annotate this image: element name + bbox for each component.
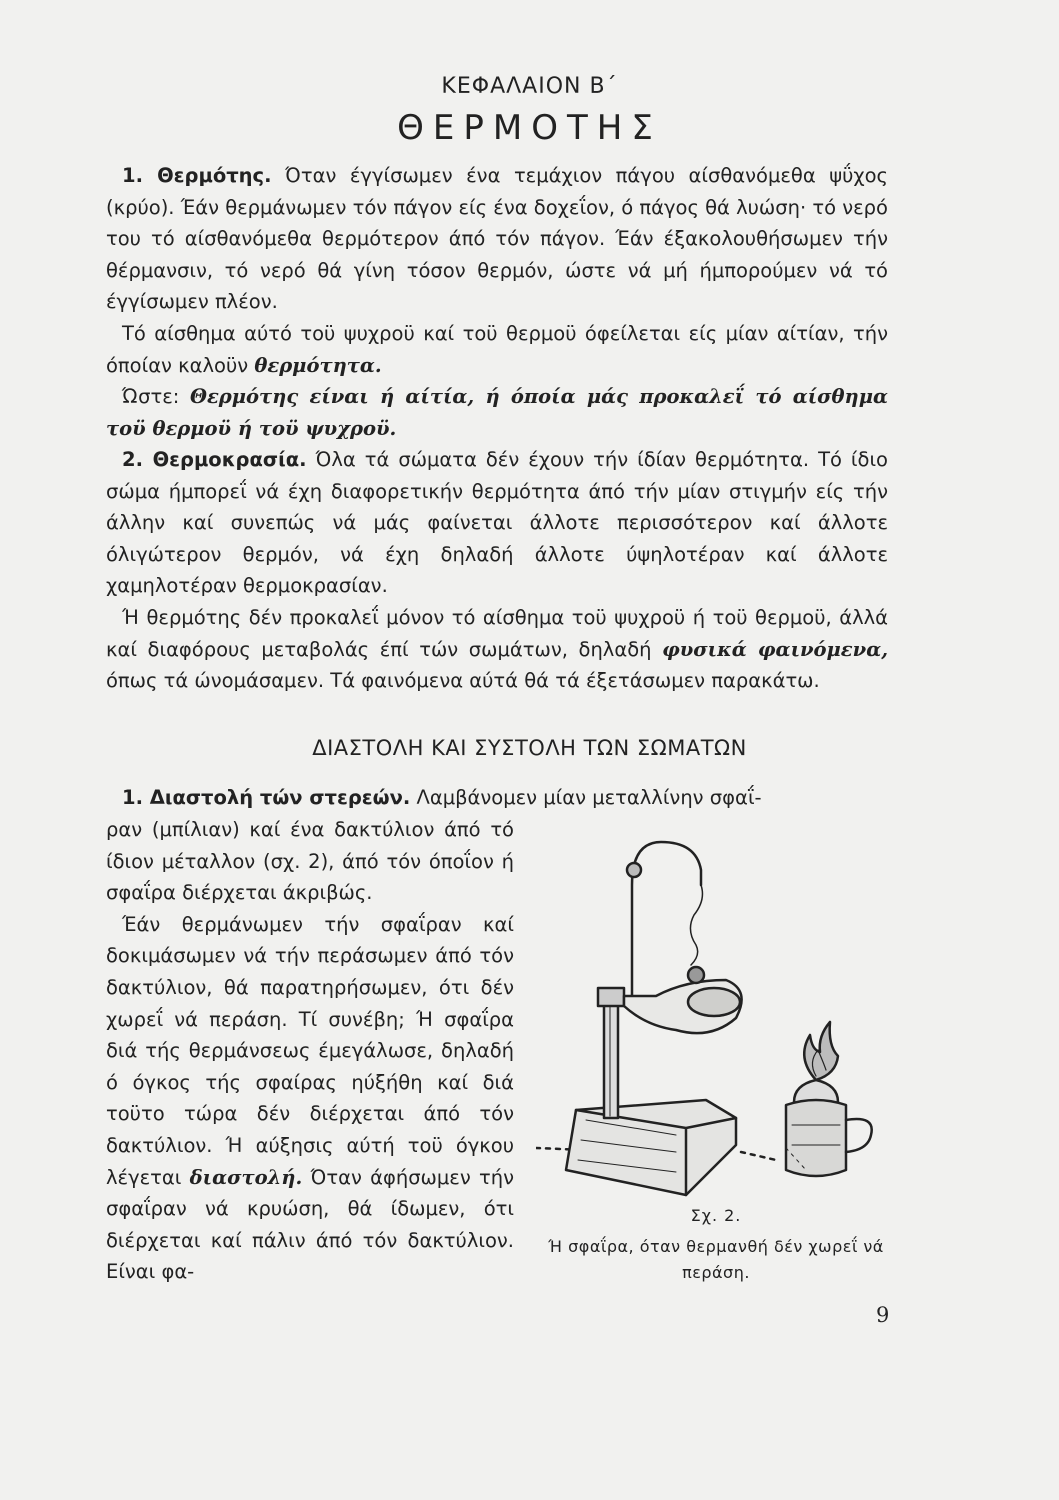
section-expansion-intro [106, 782, 888, 814]
section-temperature [106, 444, 888, 697]
definition-text: Θερμότης είναι ή αίτία, ή όποία μάς προκαλεΐ τό αίσθημα τοϋ θερμοϋ ή τοϋ ψυχροϋ. [106, 385, 888, 440]
chapter-heading: ΚΕΦΑΛΑΙΟΝ Β΄ [441, 74, 618, 99]
figure-caption: Ή σφαΐρα, όταν θερμανθή δέν χωρεΐ νά περάση. [548, 1237, 884, 1282]
term-emphasis: θερμότητα. [254, 353, 382, 377]
paragraph [106, 909, 514, 1288]
term-emphasis: διαστολή. [189, 1165, 303, 1189]
section-heading: 1. Θερμότης. [122, 164, 272, 187]
burner-top [794, 1080, 838, 1102]
paragraph: ραν (μπίλιαν) καί ένα δακτύλιον άπό τό ίδιον μέταλλον (σχ. 2), άπό τόν όποΐον ή σφαΐρα διέρχεται άκριβώς. [106, 818, 514, 905]
term-emphasis: φυσικά φαινόμενα, [662, 637, 888, 661]
paragraph-text: Όταν έγγίσωμεν ένα τεμάχιον πάγου αίσθανόμεθα ψΰχος (κρύο). Έάν θερμάνωμεν τόν πάγον είς ένα δοχεΐον, ό πάγος θά λυώση· τό νερό του τό αίσθανόμεθα θερμότερον άπό τόν πάγον. Έάν έξακολουθήσωμεν τήν θέρμανσιν, τό νερό θά γίνη τόσον θερμόν, ώστε νά μή ήμπορούμεν νά τό έγγίσωμεν πλέον. [106, 164, 888, 314]
paragraph [106, 444, 888, 602]
burner-body [786, 1100, 846, 1176]
paragraph [106, 602, 888, 697]
subsection-heading: ΔΙΑΣΤΟΛΗ ΚΑΙ ΣΥΣΤΟΛΗ ΤΩΝ ΣΩΜΑΤΩΝ [312, 736, 747, 760]
section-heading: 2. Θερμοκρασία. [122, 448, 307, 471]
paragraph-text: όπως τά ώνομάσαμεν. Τά φαινόμενα αύτά θά τά έξετάσωμεν παρακάτω. [106, 669, 820, 693]
paragraph-text: Τό αίσθημα αύτό τοϋ ψυχροϋ καί τοϋ θερμοϋ όφείλεται είς μίαν αίτίαν, τήν όποίαν καλοϋν [106, 321, 888, 377]
ball-icon [688, 967, 704, 983]
paragraph-text: Όλα τά σώματα δέν έχουν τήν ίδίαν θερμότητα. Τό ίδιο σώμα ήμπορεΐ νά έχη διαφορετικήν θερμότητα άπό τήν μίαν στιγμήν είς τήν άλλην καί συνεπώς νά μάς φαίνεται άλλοτε περισσότερον καί άλλοτε όλιγώτερον θερμόν, νά έχη δηλαδή άλλοτε ύψηλοτέραν καί άλλοτε χαμηλοτέραν θερμοκρασίαν. [106, 448, 888, 598]
page-title: ΘΕΡΜΟΤΗΣ [397, 108, 662, 148]
paragraph-text: Ή θερμότης δέν προκαλεΐ μόνον τό αίσθημα τοϋ ψυχροϋ ή τοϋ θερμοϋ, άλλά καί διαφόρους μεταβολάς έπί τών σωμάτων, δηλαδή [106, 605, 888, 661]
flame-icon [804, 1022, 838, 1080]
paragraph [106, 160, 888, 318]
section-heat [106, 160, 888, 444]
paragraph-text: Ώστε: [122, 385, 190, 409]
burner-handle [846, 1119, 872, 1152]
paragraph-text: Λαμβάνομεν μίαν μεταλλίνην σφαΐ- [410, 786, 762, 809]
section-expansion-column [106, 814, 514, 1288]
figure-ring-ball-apparatus [536, 830, 896, 1200]
paragraph [106, 318, 888, 381]
paragraph-text: Έάν θερμάνωμεν τήν σφαΐραν καί δοκιμάσωμεν νά τήν περάσωμεν άπό τόν δακτύλιον, θά παρατηρήσωμεν, ότι δέν χωρεΐ νά περάση. Τί συνέβη; Ή σφαΐρα διά τής θερμάνσεως έμεγάλωσε, δηλαδή ό όγκος τής σφαίρας ηύξήθη καί διά τοϋτο τώρα δέν διέρχεται άπό τόν δακτύλιον. Ή αύξησις αύτή τοϋ όγκου λέγεται [106, 912, 514, 1189]
clamp [598, 988, 624, 1006]
ring [688, 988, 740, 1016]
stand-rod [604, 990, 618, 1118]
section-heading: 1. Διαστολή τών στερεών. [122, 786, 411, 809]
rod-tip [627, 863, 641, 877]
stand-base [566, 1100, 736, 1195]
figure-label: Σχ. 2. [690, 1206, 742, 1225]
page-number: 9 [876, 1303, 890, 1327]
definition [106, 381, 888, 444]
paragraph-text: Όταν άφήσωμεν τήν σφαΐραν νά κρυώση, θά ίδωμεν, ότι διέρχεται καί πάλιν άπό τόν δακτύλιον. Είναι φα- [106, 1165, 514, 1284]
chain [690, 885, 702, 965]
